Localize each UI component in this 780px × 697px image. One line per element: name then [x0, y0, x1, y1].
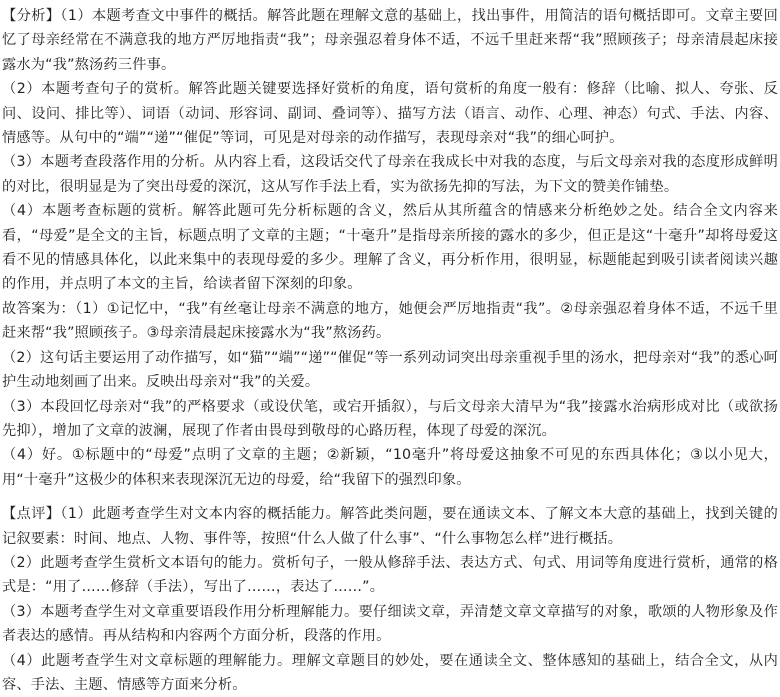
comment-paragraph-4: （4）此题考查学生对文章标题的理解能力。理解文章题目的妙处，要在通读全文、整体感知的基础上，结合全文，从内容、手法、主题、情感等方面来分析。 — [2, 652, 778, 693]
answer-paragraph-1: 故答案为：（1）①记忆中，“我”有丝毫让母亲不满意的地方，她便会严厉地指责“我”。②母亲强忍着身体不适，不远千里赶来帮“我”照顾孩子。③母亲清晨起床接露水为“我”熬汤药。 — [2, 300, 778, 342]
answer-paragraph-3: （3）本段回忆母亲对“我”的严格要求（或设伏笔，或宕开插叙），与后文母亲大清早为“我”接露水治病形成对比（或欲扬先抑），增加了文章的波澜，展现了作者由畏母到敬母的心路历程，体现了母爱的深沉。 — [2, 398, 778, 439]
comment-section — [2, 502, 778, 697]
comment-paragraph-2: （2）此题考查学生赏析文本语句的能力。赏析句子，一般从修辞手法、表达方式、句式、用词等角度进行赏析，通常的格式是：“用了……修辞（手法），写出了……，表达了……”。 — [2, 554, 778, 596]
analysis-paragraph-1: 【分析】（1）本题考查文中事件的概括。解答此题在理解文意的基础上，找出事件，用简洁的语句概括即可。文章主要回忆了母亲经常在不满意我的地方严厉地指责“我”；母亲强忍着身体不适，不远千里赶来帮“我”照顾孩子；母亲清晨起床接露水为“我”熬汤药三件事。 — [2, 8, 778, 73]
answer-paragraph-4: （4）好。①标题中的“母爱”点明了文章的主题；②新颖，“10毫升”将母爱这抽象不可见的东西具体化；③以小见大，用“十毫升”这极少的体积来表现深沉无边的母爱，给“我留下的强烈印象。 — [2, 447, 778, 488]
analysis-section — [2, 4, 778, 492]
answer-paragraph-2: （2）这句话主要运用了动作描写，如“猫”“端”“递”“催促”等一系列动词突出母亲重视手里的汤水，把母亲对“我”的悉心呵护生动地刻画了出来。反映出母亲对“我”的关爱。 — [2, 349, 778, 391]
analysis-paragraph-3: （3）本题考查段落作用的分析。从内容上看，这段话交代了母亲在我成长中对我的态度，与后文母亲对我的态度形成鲜明的对比，很明显是为了突出母爱的深沉，这从写作手法上看，实为欲扬先抑的写法，为下文的赞美作铺垫。 — [2, 154, 778, 195]
comment-paragraph-1: 【点评】（1）此题考查学生对文本内容的概括能力。解答此类问题，要在通读文本、了解文本大意的基础上，找到关键的记叙要素：时间、地点、人物、事件等，按照“什么人做了什么事”、“什么事物怎么样”进行概括。 — [2, 506, 778, 547]
comment-paragraph-3: （3）本题考查学生对文章重要语段作用分析理解能力。要仔细读文章，弄清楚文章文章描写的对象，歌颂的人物形象及作者表达的感情。再从结构和内容两个方面分析，段落的作用。 — [2, 603, 778, 645]
analysis-paragraph-4: （4）本题考查标题的赏析。解答此题可先分析标题的含义，然后从其所蕴含的情感来分析绝妙之处。结合全文内容来看，“母爱”是全文的主旨，标题点明了文章的主题；“十毫升”是指母亲所接的露水的多少，但正是这“十毫升”却将母爱这看不见的情感具体化，以此来集中的表现母爱的多少。理解了含义，再分析作用，很明显，标题能起到吸引读者阅读兴趣的作用，并点明了本文的主旨，给读者留下深刻的印象。 — [2, 203, 778, 293]
analysis-paragraph-2: （2）本题考查句子的赏析。解答此题关键要选择好赏析的角度，语句赏析的角度一般有：修辞（比喻、拟人、夸张、反问、设问、排比等）、词语（动词、形容词、副词、叠词等）、描写方法（语言、动作、心理、神态）句式、手法、内容、情感等。从句中的“端”“递”“催促”等词，可见是对母亲的动作描写，表现母亲对“我”的细心呵护。 — [2, 81, 778, 147]
